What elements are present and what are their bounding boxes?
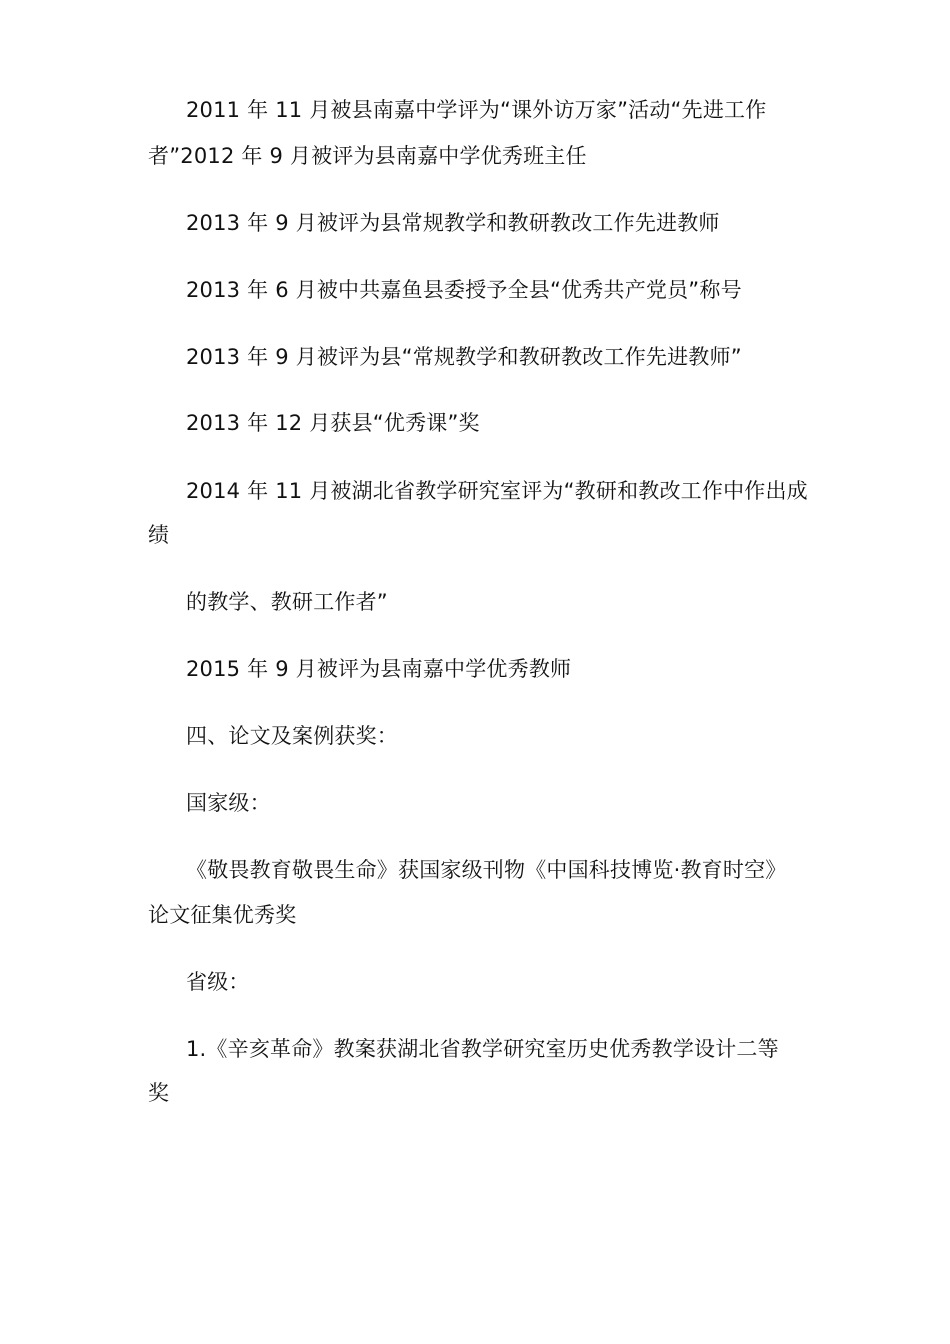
subheading-provincial: 省级： [186,970,250,994]
award-line-2013-june: 2013 年 6 月被中共嘉鱼县委授予全县“优秀共产党员”称号 [186,278,742,302]
section-heading-papers: 四、论文及案例获奖： [186,724,398,748]
award-line-2014: 2014 年 11 月被湖北省教学研究室评为“教研和教改工作中作出成 [186,479,808,503]
award-line-2013-sept-quoted: 2013 年 9 月被评为县“常规教学和教研教改工作先进教师” [186,345,742,369]
award-line-2014-end: 的教学、教研工作者” [186,590,388,614]
award-line-2015: 2015 年 9 月被评为县南嘉中学优秀教师 [186,657,572,681]
subheading-national: 国家级： [186,791,271,815]
paper-line-national: 《敬畏教育敬畏生命》获国家级刊物《中国科技博览·教育时空》 [186,858,787,882]
award-line-2014-continued: 绩 [148,523,170,547]
paper-line-provincial-1-continued: 奖 [148,1081,170,1105]
award-line-2013-sept: 2013 年 9 月被评为县常规教学和教研教改工作先进教师 [186,211,720,235]
award-line-2011: 2011 年 11 月被县南嘉中学评为“课外访万家”活动“先进工作 [186,98,767,122]
award-line-2011-continued: 者”2012 年 9 月被评为县南嘉中学优秀班主任 [148,144,587,168]
award-line-2013-dec: 2013 年 12 月获县“优秀课”奖 [186,411,480,435]
paper-line-national-continued: 论文征集优秀奖 [148,903,297,927]
paper-line-provincial-1: 1.《辛亥革命》教案获湖北省教学研究室历史优秀教学设计二等 [186,1037,779,1061]
